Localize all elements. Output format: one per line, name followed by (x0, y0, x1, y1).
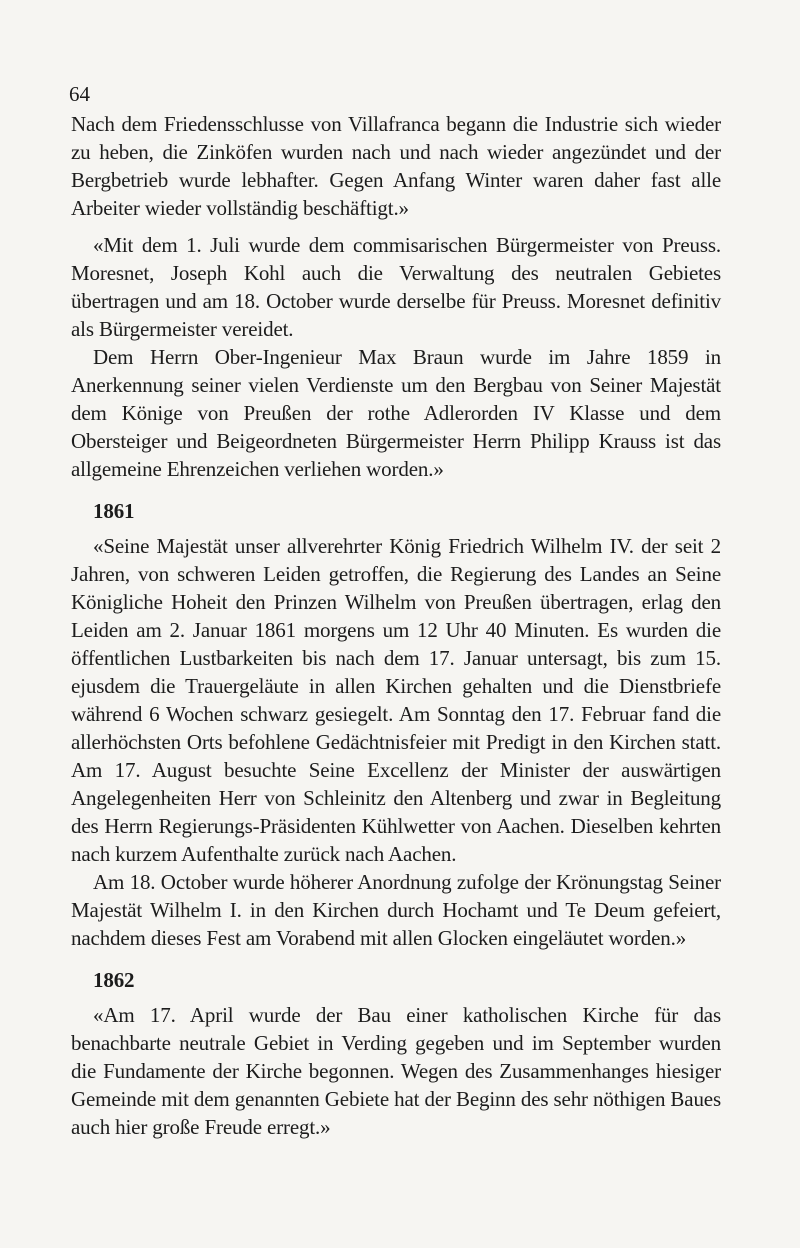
paragraph: «Am 17. April wurde der Bau einer katholischen Kirche für das benachbarte neutrale Gebiet in Verding gegeben und im September wurden die Fundamente der Kirche begonnen. Wegen des Zusammenhanges hiesiger Gemeinde mit dem genannten Gebiete hat der Beginn des sehr nöthigen Baues auch hier große Freude erregt.» (71, 1003, 721, 1139)
paragraph: Am 18. October wurde höherer Anordnung zufolge der Krönungstag Seiner Majestät Wilhelm I. in den Kirchen durch Hochamt und Te Deum gefeiert, nachdem dieses Fest am Vorabend mit allen Glocken eingeläutet worden.» (71, 870, 721, 950)
paragraph: Dem Herrn Ober-Ingenieur Max Braun wurde im Jahre 1859 in Anerkennung seiner vielen Verdienste um den Bergbau von Seiner Majestät dem Könige von Preußen der rothe Adlerorden IV Klasse und dem Obersteiger und Beigeordneten Bürgermeister Herrn Philipp Krauss ist das allgemeine Ehrenzeichen verliehen worden.» (71, 345, 721, 481)
page-number: 64 (69, 82, 90, 106)
year-heading-1862: 1862 (93, 968, 135, 992)
paragraph: «Seine Majestät unser allverehrter König Friedrich Wilhelm IV. der seit 2 Jahren, von schweren Leiden getroffen, die Regierung des Landes an Seine Königliche Hoheit den Prinzen Wilhelm von Preußen übertragen, erlag den Leiden am 2. Januar 1861 morgens um 12 Uhr 40 Minuten. Es wurden die öffentlichen Lustbarkeiten bis nach dem 17. Januar untersagt, bis zum 15. ejusdem die Trauergeläute in allen Kirchen gehalten und die Dienstbriefe während 6 Wochen schwarz gesiegelt. Am Sonntag den 17. Februar fand die allerhöchsten Orts befohlene Gedächtnisfeier mit Predigt in den Kirchen statt. Am 17. August besuchte Seine Excellenz der Minister der auswärtigen Angelegenheiten Herr von Schleinitz den Altenberg und zwar in Begleitung des Herrn Regierungs-Präsidenten Kühlwetter von Aachen. Dieselben kehrten nach kurzem Aufenthalte zurück nach Aachen. (71, 534, 721, 866)
paragraph: Nach dem Friedensschlusse von Villafranca begann die Industrie sich wieder zu heben, die Zinköfen wurden nach und nach wieder angezündet und der Bergbetrieb wurde lebhafter. Gegen Anfang Winter waren daher fast alle Arbeiter wieder vollständig beschäftigt.» (71, 112, 721, 220)
body-text (71, 110, 721, 1141)
year-heading-1861: 1861 (93, 499, 135, 523)
paragraph: «Mit dem 1. Juli wurde dem commisarischen Bürgermeister von Preuss. Moresnet, Joseph Kohl auch die Verwaltung des neutralen Gebietes übertragen und am 18. October wurde derselbe für Preuss. Moresnet definitiv als Bürgermeister vereidet. (71, 233, 721, 341)
